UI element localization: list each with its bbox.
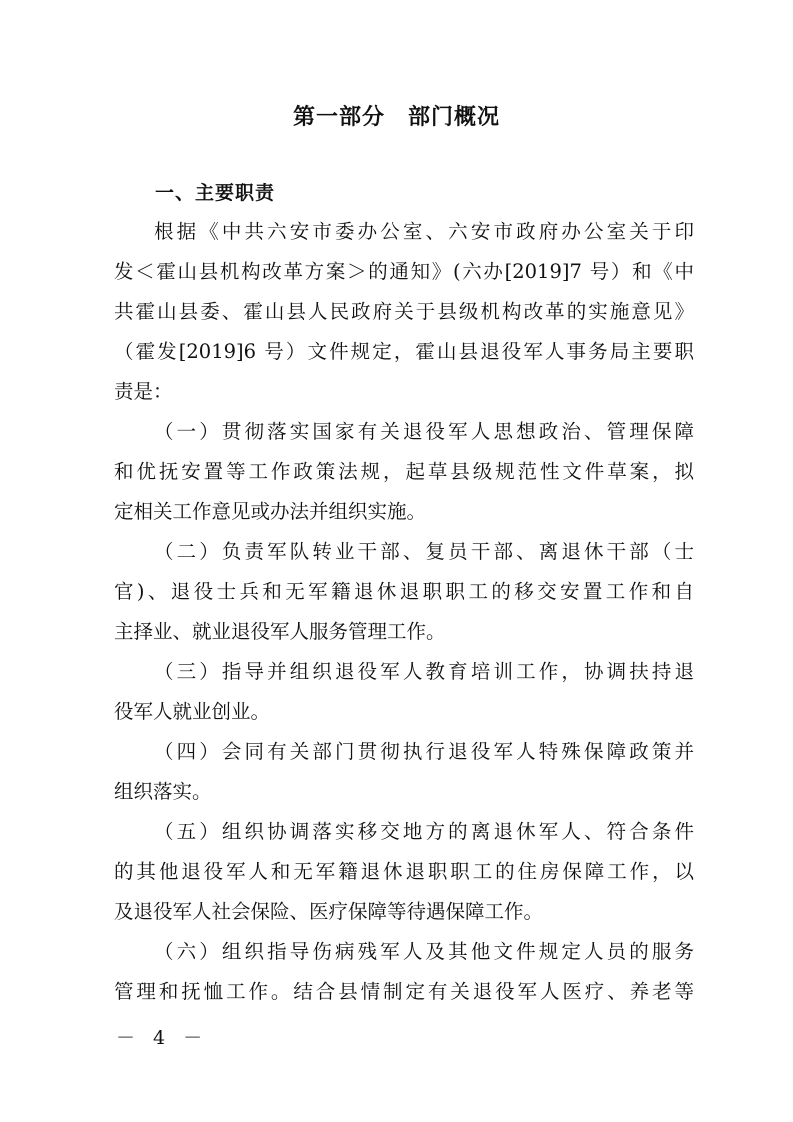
text-line: （二）负责军队转业干部、复员干部、离退休干部（士 — [154, 540, 694, 563]
text-line: 责是： — [114, 380, 173, 403]
body-text — [114, 212, 694, 1012]
text-line: 共霍山县委、霍山县人民政府关于县级机构改革的实施意见》 — [114, 300, 694, 323]
text-line: 的其他退役军人和无军籍退休退职职工的住房保障工作，以 — [114, 860, 694, 883]
text-line: （三）指导并组织退役军人教育培训工作，协调扶持退 — [154, 660, 694, 683]
text-line: （一）贯彻落实国家有关退役军人思想政治、管理保障 — [154, 420, 694, 443]
text-line: 根据《中共六安市委办公室、六安市政府办公室关于印 — [154, 220, 694, 243]
section-heading: 一、主要职责 — [155, 182, 276, 204]
text-line: （五）组织协调落实移交地方的离退休军人、符合条件 — [154, 820, 694, 843]
text-line: 和优抚安置等工作政策法规，起草县级规范性文件草案，拟 — [114, 460, 694, 483]
text-line: 定相关工作意见或办法并组织实施。 — [114, 500, 427, 523]
text-line: 主择业、就业退役军人服务管理工作。 — [114, 620, 446, 643]
text-line: 发＜霍山县机构改革方案＞的通知》(六办[2019]7 号）和《中 — [114, 260, 694, 283]
text-line: 官)、退役士兵和无军籍退休退职职工的移交安置工作和自 — [114, 580, 694, 603]
text-line: 管理和抚恤工作。结合县情制定有关退役军人医疗、养老等 — [114, 980, 694, 1003]
text-line: 组织落实。 — [114, 780, 212, 803]
text-line: （霍发[2019]6 号）文件规定，霍山县退役军人事务局主要职 — [114, 340, 694, 363]
text-line: 及退役军人社会保险、医疗保障等待遇保障工作。 — [114, 900, 544, 923]
page-number: － 4 － — [116, 1027, 209, 1049]
text-line: （四）会同有关部门贯彻执行退役军人特殊保障政策并 — [154, 740, 694, 763]
text-line: 役军人就业创业。 — [114, 700, 271, 723]
page-title: 第一部分 部门概况 — [292, 105, 500, 130]
text-line: （六）组织指导伤病残军人及其他文件规定人员的服务 — [154, 940, 694, 963]
